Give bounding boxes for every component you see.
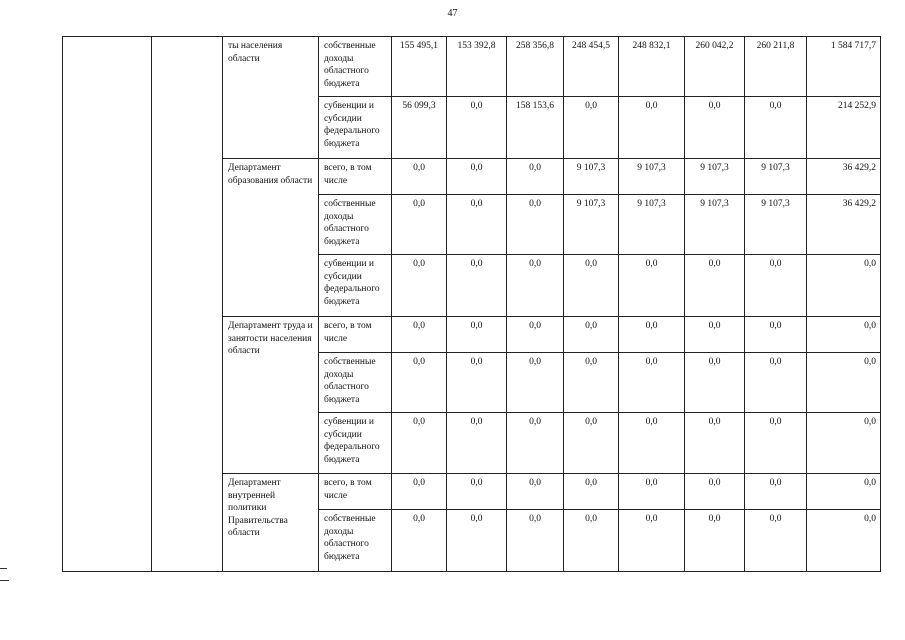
budget-table [62,36,881,572]
value-cell: 0,0 [619,255,685,317]
value-cell: 0,0 [447,413,507,474]
value-cell: 0,0 [392,195,447,255]
table-row [63,37,881,97]
value-cell: 0,0 [507,510,564,572]
total-cell: 0,0 [807,353,881,413]
responsible-cell: ты населения области [223,37,319,159]
value-cell: 260 211,8 [745,37,807,97]
value-cell: 0,0 [685,255,745,317]
funding-source-cell: собственные доходы областного бюджета [319,353,392,413]
value-cell: 9 107,3 [564,195,619,255]
value-cell: 0,0 [507,159,564,195]
value-cell: 0,0 [447,474,507,510]
value-cell: 9 107,3 [619,195,685,255]
value-cell: 248 454,5 [564,37,619,97]
funding-source-cell: собственные доходы областного бюджета [319,195,392,255]
value-cell: 0,0 [685,474,745,510]
value-cell: 0,0 [619,474,685,510]
total-cell: 214 252,9 [807,97,881,159]
value-cell: 0,0 [685,97,745,159]
total-cell: 0,0 [807,413,881,474]
value-cell: 0,0 [619,413,685,474]
value-cell: 0,0 [745,413,807,474]
value-cell: 9 107,3 [685,159,745,195]
value-cell: 155 495,1 [392,37,447,97]
page-number: 47 [447,8,458,19]
value-cell: 0,0 [447,97,507,159]
value-cell: 260 042,2 [685,37,745,97]
value-cell: 0,0 [745,474,807,510]
value-cell: 248 832,1 [619,37,685,97]
value-cell: 0,0 [564,317,619,353]
responsible-cell: Департамент внутренней политики Правительства области [223,474,319,572]
value-cell: 0,0 [447,317,507,353]
value-cell: 0,0 [392,353,447,413]
value-cell: 9 107,3 [745,195,807,255]
value-cell: 0,0 [564,255,619,317]
value-cell: 0,0 [745,353,807,413]
funding-source-cell: всего, в том числе [319,474,392,510]
value-cell: 0,0 [745,510,807,572]
funding-source-cell: собственные доходы областного бюджета [319,37,392,97]
value-cell: 0,0 [745,317,807,353]
value-cell: 0,0 [685,413,745,474]
responsible-cell: Департамент труда и занятости населения области [223,317,319,474]
value-cell: 9 107,3 [745,159,807,195]
value-cell: 0,0 [685,317,745,353]
funding-source-cell: всего, в том числе [319,159,392,195]
value-cell: 0,0 [745,255,807,317]
funding-source-cell: субвенции и субсидии федерального бюджета [319,255,392,317]
value-cell: 9 107,3 [619,159,685,195]
value-cell: 0,0 [564,413,619,474]
value-cell: 0,0 [447,353,507,413]
value-cell: 0,0 [392,510,447,572]
value-cell: 0,0 [392,317,447,353]
value-cell: 158 153,6 [507,97,564,159]
value-cell: 0,0 [392,255,447,317]
value-cell: 0,0 [619,317,685,353]
value-cell: 0,0 [392,413,447,474]
value-cell: 0,0 [507,317,564,353]
total-cell: 36 429,2 [807,159,881,195]
total-cell: 36 429,2 [807,195,881,255]
value-cell: 0,0 [392,159,447,195]
funding-source-cell: субвенции и субсидии федерального бюджета [319,413,392,474]
value-cell: 0,0 [507,255,564,317]
funding-source-cell: всего, в том числе [319,317,392,353]
value-cell: 0,0 [619,510,685,572]
value-cell: 0,0 [685,510,745,572]
funding-source-cell: субвенции и субсидии федерального бюджета [319,97,392,159]
value-cell: 0,0 [685,353,745,413]
total-cell: 0,0 [807,317,881,353]
value-cell: 0,0 [392,474,447,510]
value-cell: 0,0 [447,255,507,317]
total-cell: 0,0 [807,474,881,510]
value-cell: 0,0 [447,510,507,572]
value-cell: 153 392,8 [447,37,507,97]
value-cell: 0,0 [564,510,619,572]
value-cell: 0,0 [745,97,807,159]
value-cell: 0,0 [564,474,619,510]
value-cell: 0,0 [564,97,619,159]
value-cell: 0,0 [507,413,564,474]
funding-source-cell: собственные доходы областного бюджета [319,510,392,572]
value-cell: 9 107,3 [685,195,745,255]
value-cell: 0,0 [619,97,685,159]
total-cell: 0,0 [807,510,881,572]
total-cell: 1 584 717,7 [807,37,881,97]
value-cell: 9 107,3 [564,159,619,195]
value-cell: 258 356,8 [507,37,564,97]
value-cell: 56 099,3 [392,97,447,159]
value-cell: 0,0 [564,353,619,413]
value-cell: 0,0 [507,353,564,413]
total-cell: 0,0 [807,255,881,317]
value-cell: 0,0 [447,159,507,195]
responsible-cell: Департамент образования области [223,159,319,317]
value-cell: 0,0 [507,195,564,255]
value-cell: 0,0 [619,353,685,413]
margin-mark [0,580,9,581]
value-cell: 0,0 [447,195,507,255]
blank-col-a [63,37,152,572]
margin-mark [0,568,7,569]
blank-col-b [152,37,223,572]
value-cell: 0,0 [507,474,564,510]
